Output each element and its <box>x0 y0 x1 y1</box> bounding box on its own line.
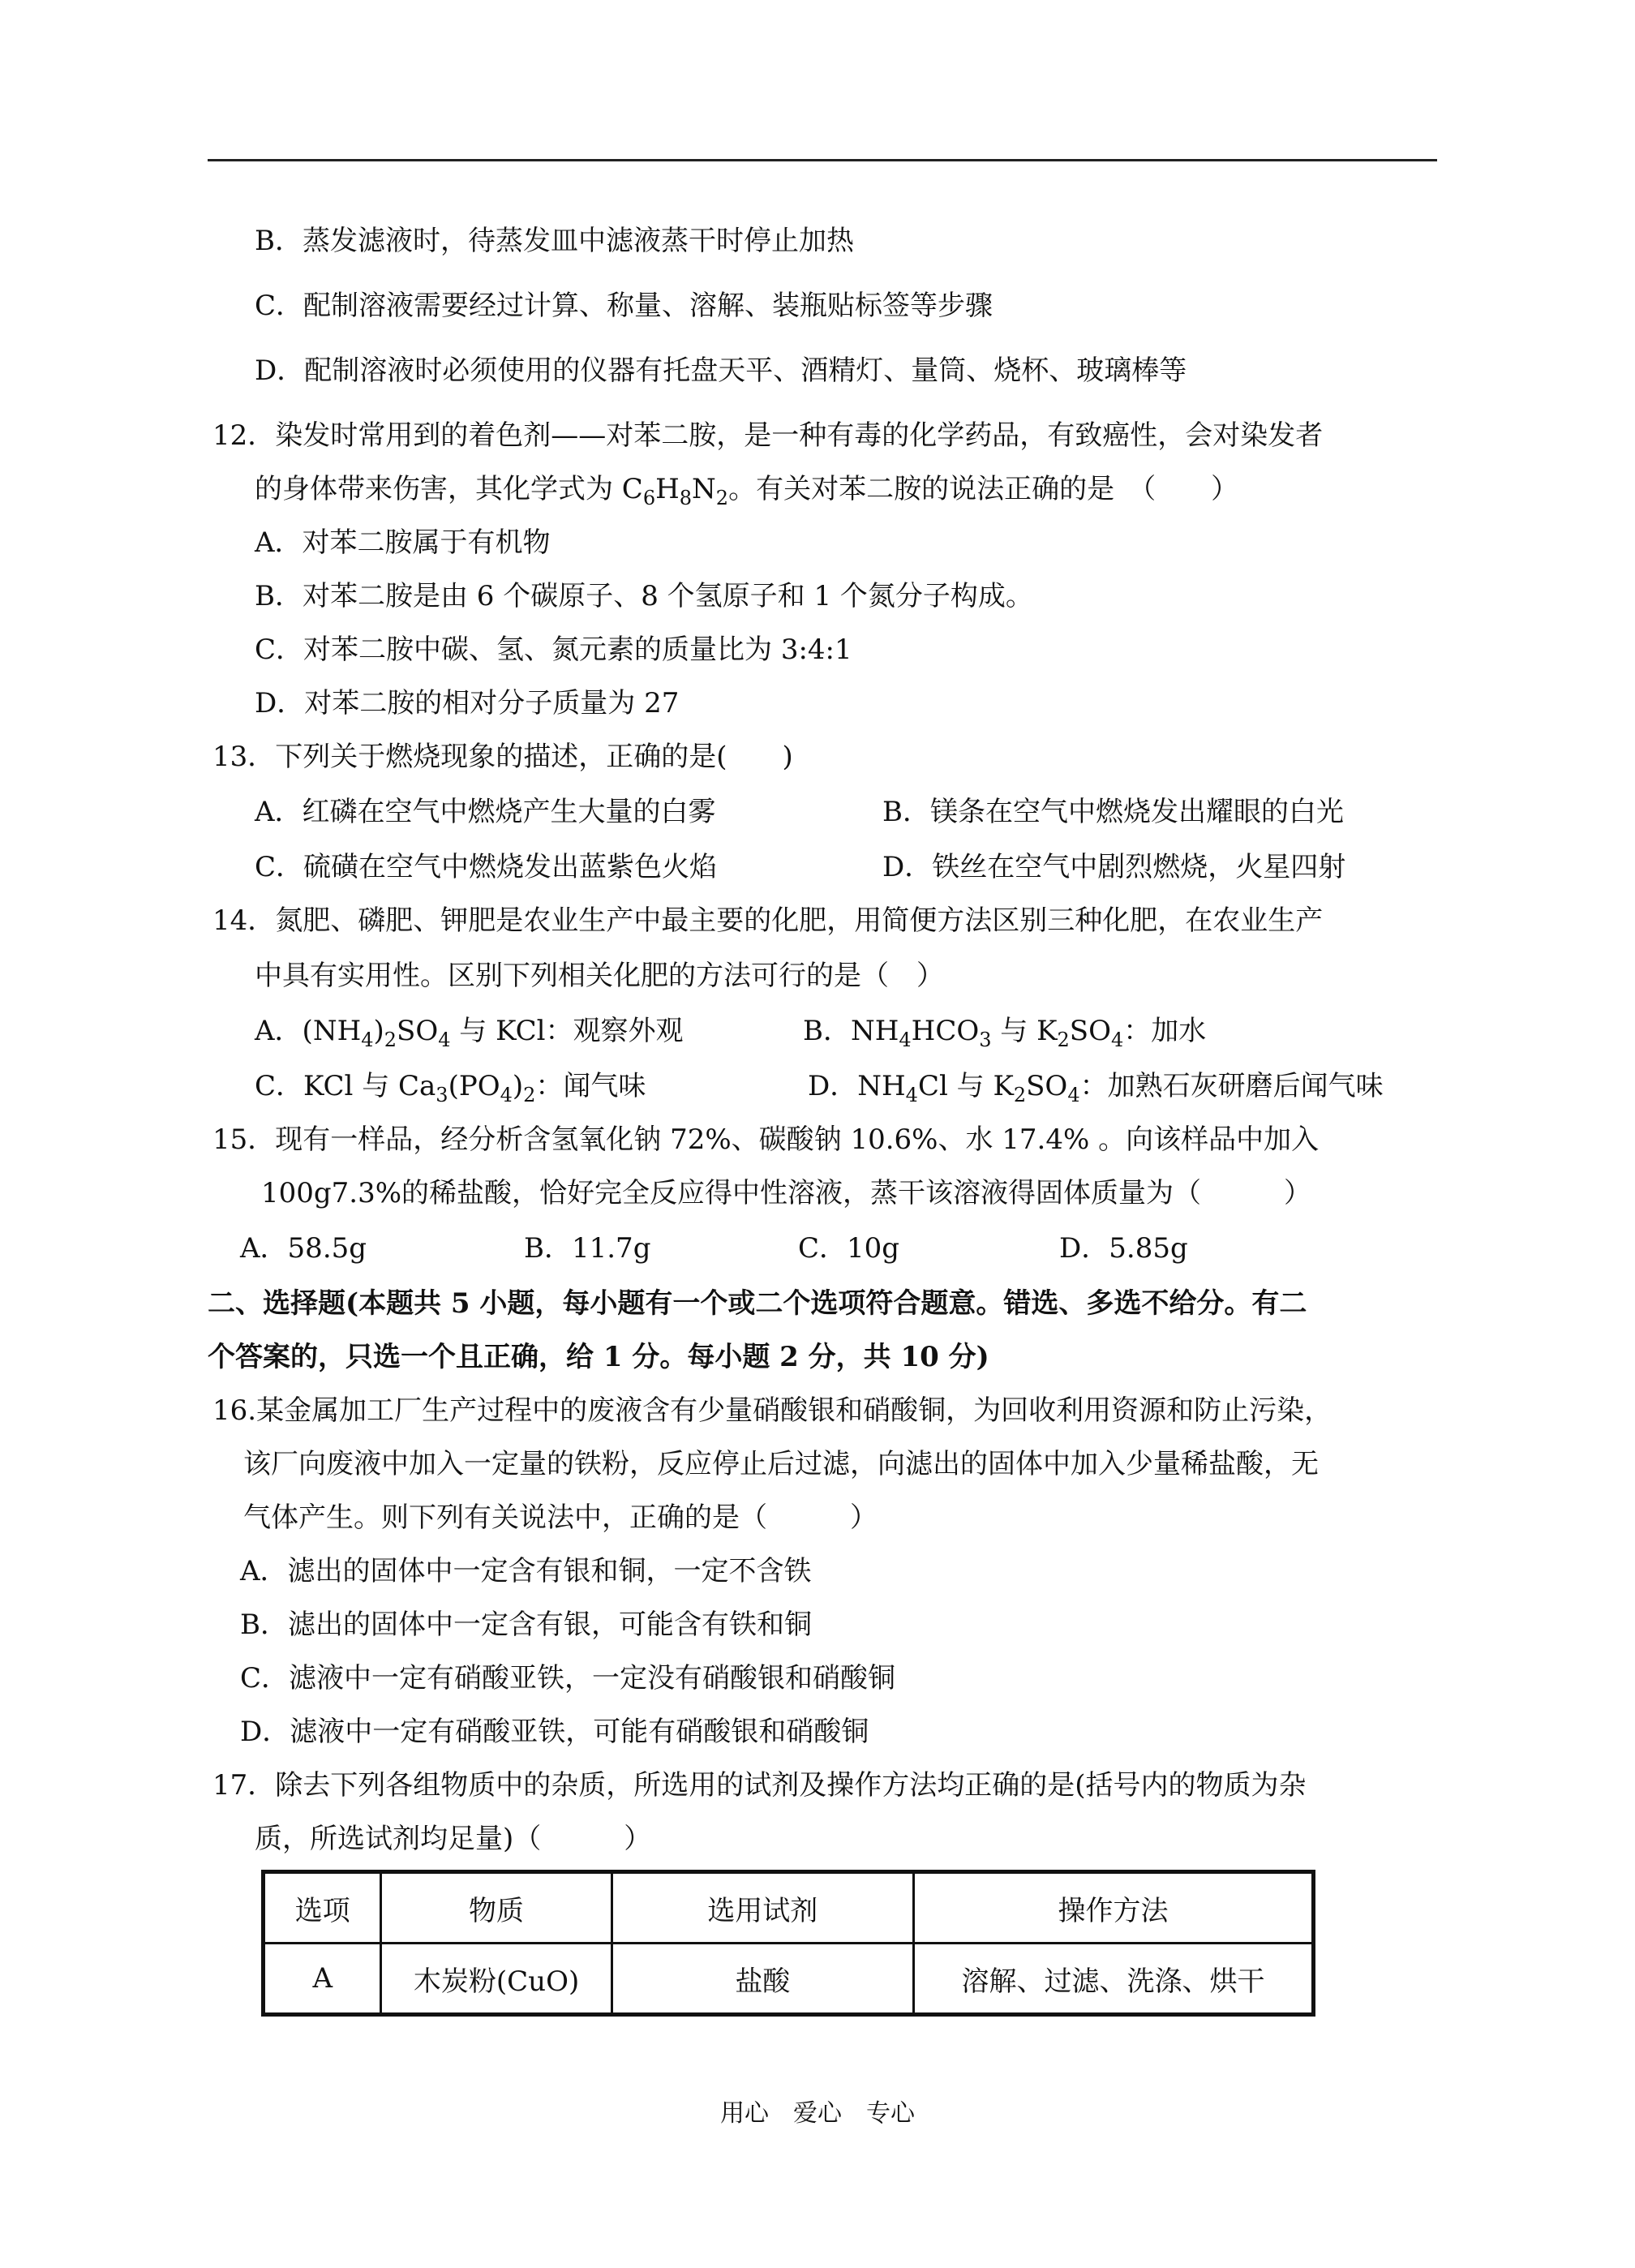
q15-option-d: D．5.85g <box>1059 1232 1188 1265</box>
q15-stem-line1: 15．现有一样品，经分析含氢氧化钠 72%、碳酸钠 10.6%、水 17.4% 。向该样品中加入 <box>212 1123 1320 1156</box>
header-rule <box>208 159 1437 161</box>
q12-stem-line1: 12．染发时常用到的着色剂——对苯二胺，是一种有毒的化学药品，有致癌性，会对染发者 <box>212 419 1324 452</box>
q11-option-c: C．配制溶液需要经过计算、称量、溶解、装瓶贴标签等步骤 <box>255 290 993 322</box>
q17-options-table <box>261 1870 1315 2017</box>
q14-stem-line1: 14．氮肥、磷肥、钾肥是农业生产中最主要的化肥，用简便方法区别三种化肥，在农业生产 <box>212 904 1324 937</box>
table-cell: 木炭粉(CuO) <box>381 1944 612 2015</box>
section2-heading-line2: 个答案的，只选一个且正确，给 1 分。每小题 2 分，共 10 分) <box>208 1341 989 1373</box>
q14-option-b: B．$NH_4HCO_3$ 与 $K_2SO_4$：加水 <box>803 1015 1207 1051</box>
q16-option-b: B．滤出的固体中一定含有银，可能含有铁和铜 <box>240 1609 812 1641</box>
q15-option-c: C．10g <box>798 1232 900 1265</box>
table-cell: 盐酸 <box>612 1944 913 2015</box>
q13-option-b: B．镁条在空气中燃烧发出耀眼的白光 <box>882 796 1344 828</box>
q12-option-b: B．对苯二胺是由 6 个碳原子、8 个氢原子和 1 个氮分子构成。 <box>255 580 1033 612</box>
q11-option-d: D．配制溶液时必须使用的仪器有托盘天平、酒精灯、量筒、烧杯、玻璃棒等 <box>255 354 1187 387</box>
table-cell: 溶解、过滤、洗涤、烘干 <box>914 1944 1314 2015</box>
q17-stem-line2: 质，所选试剂均足量)（ ） <box>255 1823 652 1855</box>
q15-option-a: A．58.5g <box>240 1232 367 1265</box>
q17-stem-line1: 17．除去下列各组物质中的杂质，所选用的试剂及操作方法均正确的是(括号内的物质为杂 <box>212 1769 1307 1802</box>
q15-option-b: B．11.7g <box>524 1232 651 1265</box>
q13-option-d: D．铁丝在空气中剧烈燃烧，火星四射 <box>882 851 1346 883</box>
q16-stem-line1: 16.某金属加工厂生产过程中的废液含有少量硝酸银和硝酸铜，为回收利用资源和防止污染， <box>212 1394 1332 1427</box>
q16-stem-line2: 该厂向废液中加入一定量的铁粉，反应停止后过滤，向滤出的固体中加入少量稀盐酸，无 <box>243 1448 1319 1480</box>
q14-stem-line2: 中具有实用性。区别下列相关化肥的方法可行的是（ ） <box>255 960 944 992</box>
q11-option-b: B．蒸发滤液时，待蒸发皿中滤液蒸干时停止加热 <box>255 225 854 257</box>
q13-stem: 13．下列关于燃烧现象的描述，正确的是( ) <box>212 741 793 773</box>
table-row <box>264 1944 1314 2015</box>
page-footer: 用心 爱心 专心 <box>720 2099 915 2128</box>
q12-option-c: C．对苯二胺中碳、氢、氮元素的质量比为 3:4:1 <box>255 634 852 666</box>
q13-option-a: A．红磷在空气中燃烧产生大量的白雾 <box>255 796 716 828</box>
q14-option-c: C．KCl 与 $Ca_3(PO_4)_2$：闻气味 <box>255 1070 646 1106</box>
q12-stem-line2: 的身体带来伤害，其化学式为 $C_6H_8N_2$。有关对苯二胺的说法正确的是 （ ） <box>255 473 1239 509</box>
q16-option-d: D．滤液中一定有硝酸亚铁，可能有硝酸银和硝酸铜 <box>240 1716 869 1748</box>
q15-stem-line2: 100g7.3%的稀盐酸，恰好完全反应得中性溶液，蒸干该溶液得固体质量为（ ） <box>261 1177 1312 1209</box>
table-cell: A <box>264 1944 381 2015</box>
q14-option-d: D．$NH_4Cl$ 与 $K_2SO_4$：加熟石灰研磨后闻气味 <box>808 1070 1384 1106</box>
q16-option-a: A．滤出的固体中一定含有银和铜，一定不含铁 <box>240 1555 812 1587</box>
q16-stem-line3: 气体产生。则下列有关说法中，正确的是（ ） <box>243 1501 878 1534</box>
q13-option-c: C．硫磺在空气中燃烧发出蓝紫色火焰 <box>255 851 718 883</box>
q12-option-d: D．对苯二胺的相对分子质量为 27 <box>255 687 680 719</box>
table-header-cell: 操作方法 <box>914 1872 1314 1944</box>
q16-option-c: C．滤液中一定有硝酸亚铁，一定没有硝酸银和硝酸铜 <box>240 1662 896 1695</box>
q14-option-a: A．$(NH_4)_2SO_4$ 与 KCl：观察外观 <box>255 1015 684 1051</box>
table-header-cell: 物质 <box>381 1872 612 1944</box>
section2-heading-line1: 二、选择题(本题共 5 小题，每小题有一个或二个选项符合题意。错选、多选不给分。有二 <box>208 1287 1307 1320</box>
table-header-cell: 选项 <box>264 1872 381 1944</box>
table-header-row <box>264 1872 1314 1944</box>
table-header-cell: 选用试剂 <box>612 1872 913 1944</box>
q12-option-a: A．对苯二胺属于有机物 <box>255 526 551 559</box>
